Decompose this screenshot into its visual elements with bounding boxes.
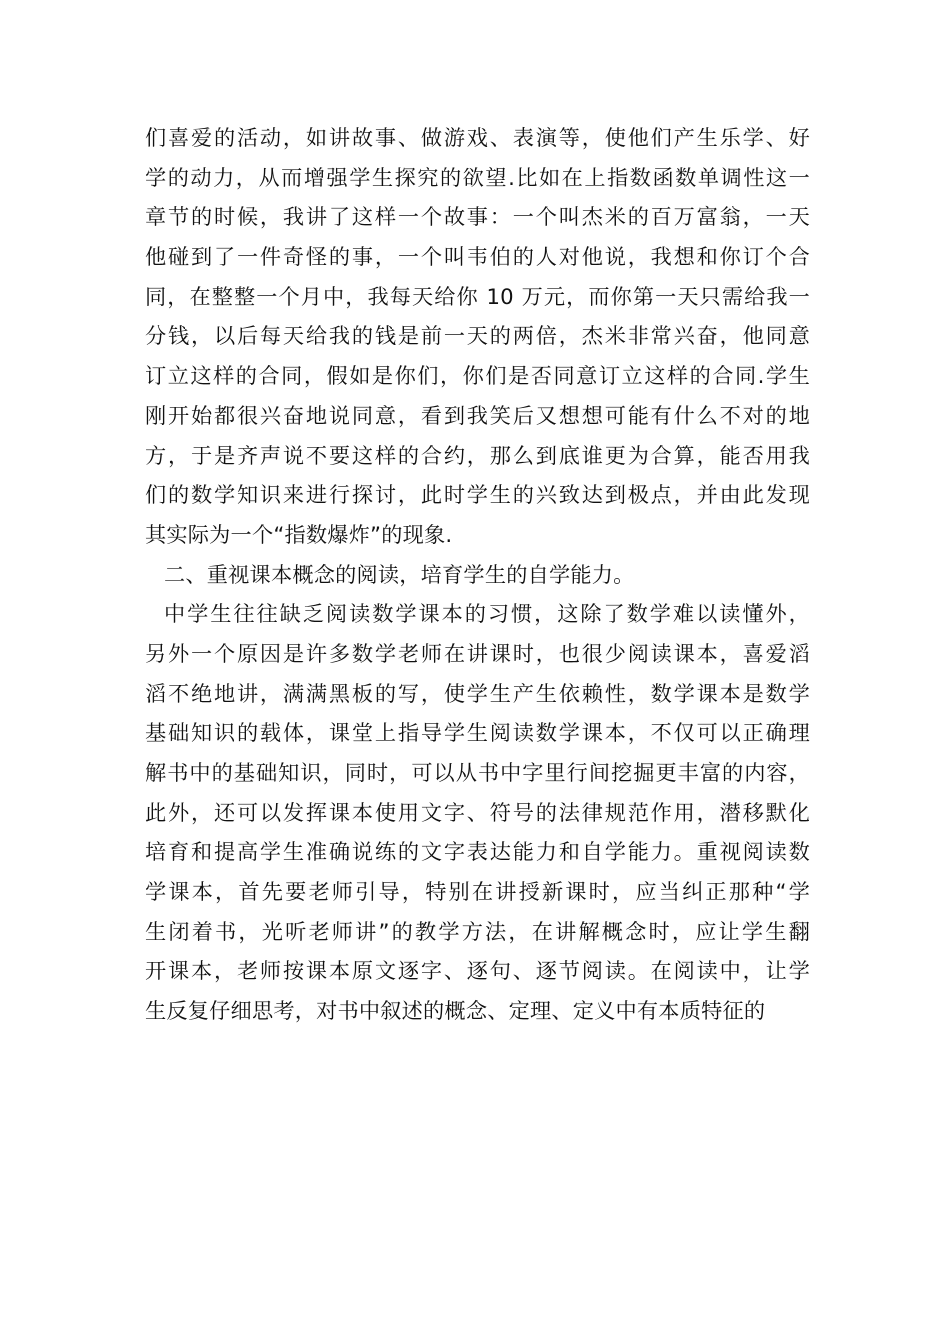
text-line: 章节的时候，我讲了这样一个故事：一个叫杰米的百万富翁，一天 bbox=[145, 204, 810, 230]
text-line: 刚开始都很兴奋地说同意，看到我笑后又想想可能有什么不对的地 bbox=[145, 402, 810, 428]
text-line: 们的数学知识来进行探讨，此时学生的兴致达到极点，并由此发现 bbox=[145, 482, 810, 508]
text-line: 其实际为一个“指数爆炸”的现象. bbox=[145, 521, 453, 547]
text-line: 基础知识的载体，课堂上指导学生阅读数学课本，不仅可以正确理 bbox=[145, 720, 810, 746]
body-text bbox=[145, 118, 810, 1031]
text-line: 开课本，老师按课本原文逐字、逐句、逐节阅读。在阅读中，让学 bbox=[145, 958, 810, 984]
text-line: 学课本，首先要老师引导，特别在讲授新课时，应当纠正那种“学 bbox=[145, 879, 810, 905]
text-line: 中学生往往缺乏阅读数学课本的习惯，这除了数学难以读懂外， bbox=[164, 601, 810, 627]
text-line: 同，在整整一个月中，我每天给你 10 万元，而你第一天只需给我一 bbox=[145, 283, 810, 309]
text-line: 生闭着书，光听老师讲”的教学方法，在讲解概念时，应让学生翻 bbox=[145, 918, 810, 944]
section-heading: 二、重视课本概念的阅读，培育学生的自学能力。 bbox=[164, 561, 635, 587]
text-line: 生反复仔细思考，对书中叙述的概念、定理、定义中有本质特征的 bbox=[145, 998, 766, 1024]
text-line: 方，于是齐声说不要这样的合约，那么到底谁更为合算，能否用我 bbox=[145, 442, 810, 468]
text-line: 学的动力，从而增强学生探究的欲望.比如在上指数函数单调性这一 bbox=[145, 164, 810, 190]
text-line: 解书中的基础知识，同时，可以从书中字里行间挖掘更丰富的内容， bbox=[145, 760, 810, 785]
text-line: 们喜爱的活动，如讲故事、做游戏、表演等，使他们产生乐学、好 bbox=[145, 125, 810, 150]
text-line: 滔不绝地讲，满满黑板的写，使学生产生依赖性，数学课本是数学 bbox=[145, 680, 810, 706]
text-line: 培育和提高学生准确说练的文字表达能力和自学能力。重视阅读数 bbox=[145, 839, 810, 865]
text-line: 另外一个原因是许多数学老师在讲课时，也很少阅读课本，喜爱滔 bbox=[145, 640, 810, 666]
text-line: 此外，还可以发挥课本使用文字、符号的法律规范作用，潜移默化 bbox=[145, 799, 810, 825]
text-line: 订立这样的合同，假如是你们，你们是否同意订立这样的合同.学生 bbox=[145, 363, 810, 389]
text-line: 分钱，以后每天给我的钱是前一天的两倍，杰米非常兴奋，他同意 bbox=[145, 323, 810, 349]
text-line: 他碰到了一件奇怪的事，一个叫韦伯的人对他说，我想和你订个合 bbox=[145, 244, 810, 270]
